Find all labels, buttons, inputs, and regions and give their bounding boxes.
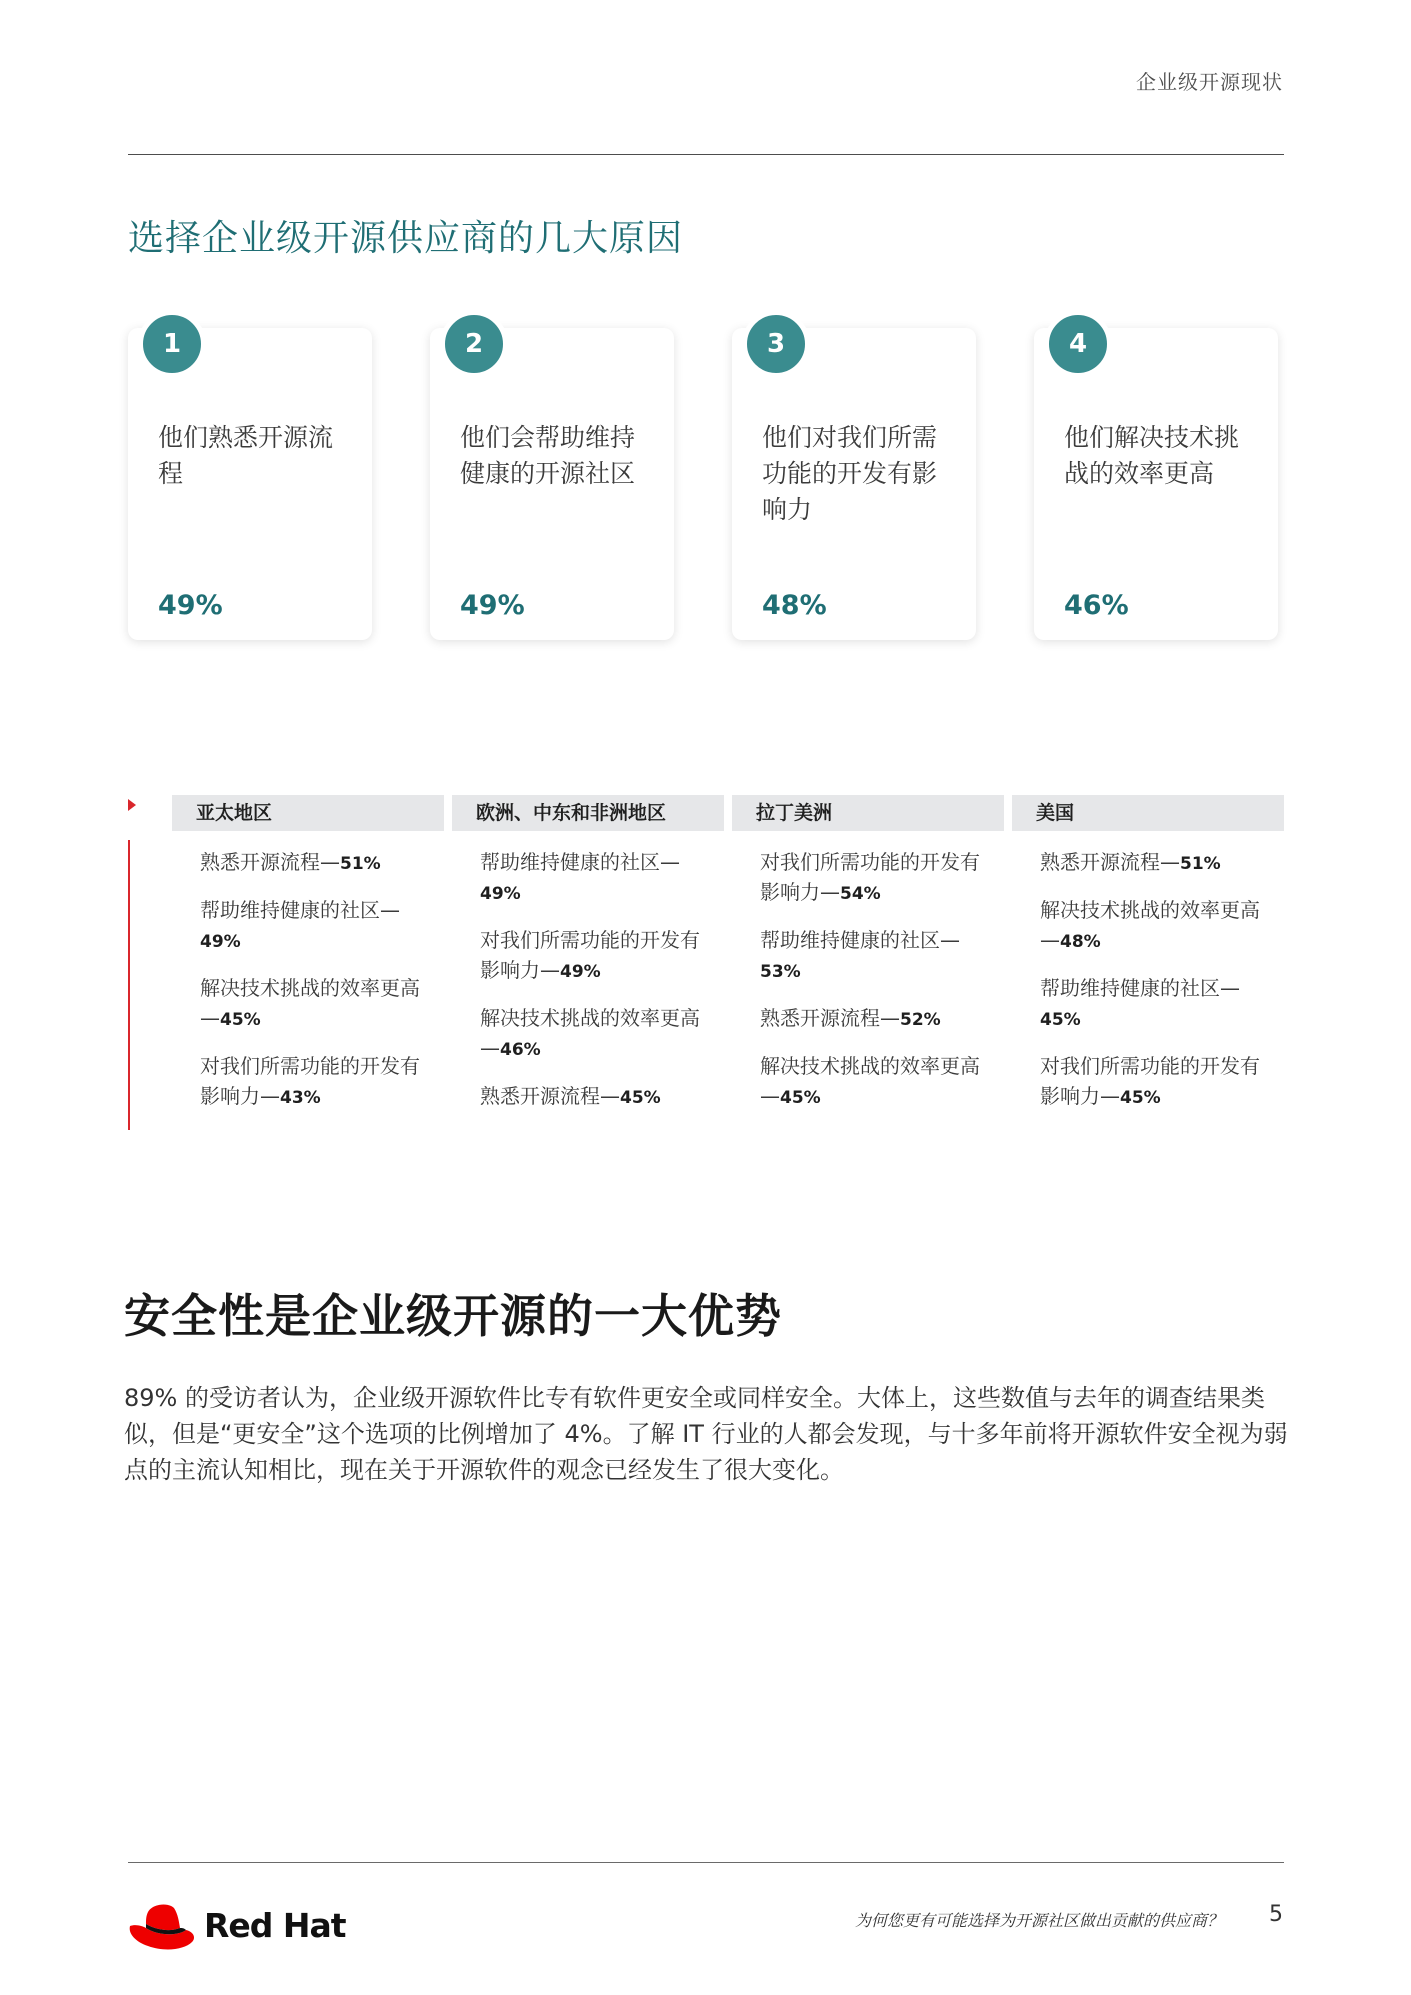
accent-line [128,840,130,1130]
reason-card-1 [128,328,372,640]
header-divider [128,154,1284,155]
red-hat-logo[interactable] [126,1898,346,1954]
card-label: 他们熟悉开源流程 [158,423,334,488]
region-item: 帮助维持健康的社区—49% [200,898,400,952]
region-column-us [1012,795,1284,1129]
region-item: 熟悉开源流程—45% [480,1084,661,1108]
card-number-badge: 2 [440,310,508,378]
region-item: 熟悉开源流程—51% [1040,850,1221,874]
region-item: 帮助维持健康的社区—45% [1040,976,1240,1030]
card-number-badge: 4 [1044,310,1112,378]
card-percentage: 48% [762,590,827,621]
region-header: 拉丁美洲 [732,795,1004,831]
region-item: 解决技术挑战的效率更高—45% [200,976,420,1030]
reason-card-2 [430,328,674,640]
card-percentage: 46% [1064,590,1129,621]
triangle-marker-icon [128,799,136,811]
region-item: 对我们所需功能的开发有影响力—45% [1040,1054,1260,1108]
region-column-apac [172,795,444,1129]
region-item: 对我们所需功能的开发有影响力—54% [760,850,980,904]
region-header: 欧洲、中东和非洲地区 [452,795,724,831]
region-item: 对我们所需功能的开发有影响力—49% [480,928,700,982]
region-item: 对我们所需功能的开发有影响力—43% [200,1054,420,1108]
region-item: 熟悉开源流程—52% [760,1006,941,1030]
security-paragraph: 89% 的受访者认为，企业级开源软件比专有软件更安全或同样安全。大体上，这些数值与去年的调查结果类似，但是“更安全”这个选项的比例增加了 4%。了解 IT 行业的人都会发现，与十多年前将开源软件安全视为弱点的主流认知相比，现在关于开源软件的观念已经发生了很大变化。 [124,1384,1288,1484]
card-label: 他们会帮助维持健康的开源社区 [460,423,636,488]
reason-card-3 [732,328,976,640]
region-item: 熟悉开源流程—51% [200,850,381,874]
page-number: 5 [1269,1902,1283,1927]
section-title: 选择企业级开源供应商的几大原因 [128,218,684,259]
region-item: 解决技术挑战的效率更高—46% [480,1006,700,1060]
security-heading: 安全性是企业级开源的一大优势 [124,1289,782,1343]
region-column-latam [732,795,1004,1129]
footer-question: 为何您更有可能选择为开源社区做出贡献的供应商？ [854,1911,1223,1930]
region-column-emea [452,795,724,1129]
card-label: 他们对我们所需功能的开发有影响力 [762,423,938,524]
footer-divider [128,1862,1284,1863]
region-item: 解决技术挑战的效率更高—45% [760,1054,980,1108]
card-percentage: 49% [460,590,525,621]
region-header: 美国 [1012,795,1284,831]
region-item: 帮助维持健康的社区—49% [480,850,680,904]
card-number-badge: 3 [742,310,810,378]
card-number-badge: 1 [138,310,206,378]
reason-card-4 [1034,328,1278,640]
brand-name: Red Hat [204,1906,346,1945]
region-item: 解决技术挑战的效率更高—48% [1040,898,1260,952]
region-item: 帮助维持健康的社区—53% [760,928,960,982]
card-label: 他们解决技术挑战的效率更高 [1064,423,1240,488]
card-percentage: 49% [158,590,223,621]
reasons-cards [128,310,1288,650]
red-hat-fedora-icon [126,1898,198,1954]
running-header: 企业级开源现状 [1136,70,1283,94]
regional-breakdown [128,795,1288,1135]
region-header: 亚太地区 [172,795,444,831]
